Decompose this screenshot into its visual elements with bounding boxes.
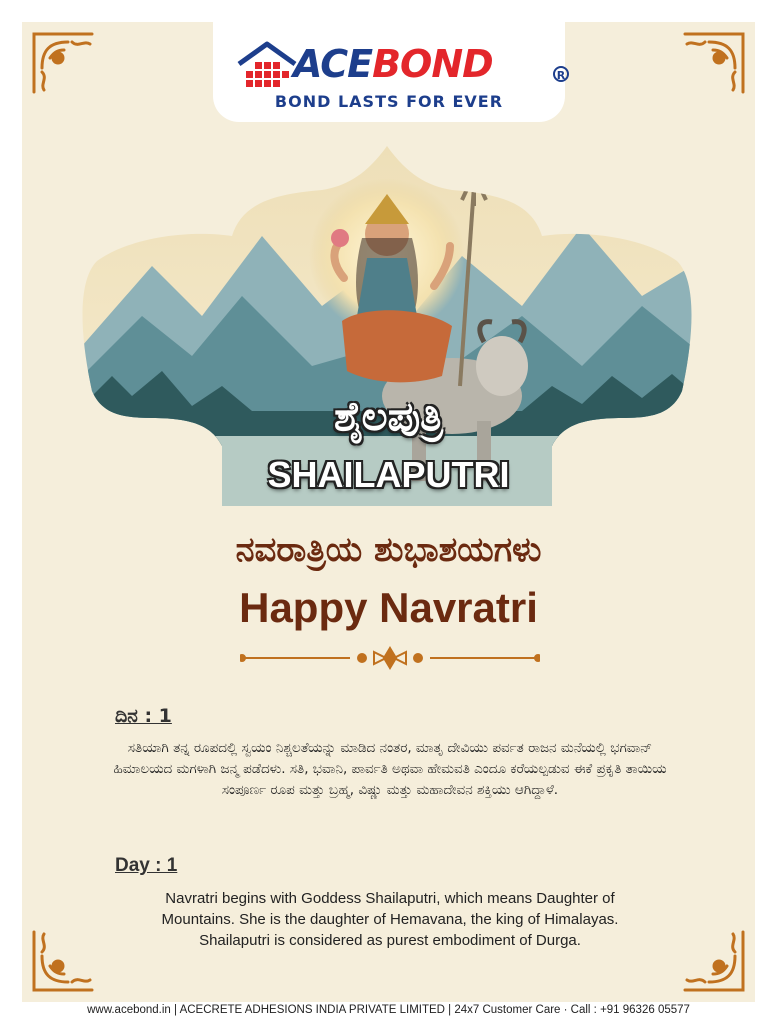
corner-ornament-bottom-left-icon (28, 926, 98, 996)
brand-logo (213, 22, 565, 122)
corner-ornament-top-left-icon (28, 28, 98, 98)
greeting-kannada: ನವರಾತ್ರಿಯ ಶುಭಾಶಯಗಳು (235, 530, 542, 570)
registered-mark: R (553, 66, 569, 82)
footer-contact: www.acebond.in | ACECRETE ADHESIONS INDIA PRIVATE LIMITED | 24x7 Customer Care · Call : +91 96326 05577 (87, 1004, 690, 1016)
greeting-english: Happy Navratri (239, 584, 538, 631)
corner-ornament-top-right-icon (679, 28, 749, 98)
day-heading-english: Day : 1 (115, 855, 178, 876)
description-english: Navratri begins with Goddess Shailaputri, which means Daughter of Mountains. She is the daughter of Hemavana, the king of Himalayas. Shailaputri is considered as purest embodiment of Durga. (161, 890, 619, 949)
hero-title-kannada: ಶೈಲಪುತ್ರಿ (333, 394, 444, 440)
poster (22, 22, 755, 1002)
brand-tagline: BOND LASTS FOR EVER (274, 92, 504, 111)
goddess-illustration (82, 146, 692, 506)
hero-title-english: SHAILAPUTRI (267, 454, 510, 495)
house-logo-icon (235, 40, 297, 88)
brand-name: ACEBOND (293, 42, 493, 86)
day-heading-kannada: ದಿನ : 1 (115, 705, 172, 727)
ornamental-divider-icon (240, 646, 540, 670)
description-kannada: ಸತಿಯಾಗಿ ತನ್ನ ರೂಪದಲ್ಲಿ ಸ್ವಯಂ ನಿಶ್ಚಲತೆಯನ್ನು ಮಾಡಿದ ನಂತರ, ಮಾತೃ ದೇವಿಯು ಪರ್ವತ ರಾಜನ ಮನೆಯಲ್ಲಿ ಭಗವಾನ್ ಹಿಮಾಲಯದ ಮಗಳಾಗಿ ಜನ್ಮ ಪಡೆದಳು. ಸತಿ, ಭವಾನಿ, ಪಾರ್ವತಿ ಅಥವಾ ಹೇಮವತಿ ಎಂದೂ ಕರೆಯಲ್ಪಡುವ ಈಕೆ ಪ್ರಕೃತಿ ತಾಯಿಯ ಸಂಪೂರ್ಣ ರೂಪ ಮತ್ತು ಬ್ರಹ್ಮ, ವಿಷ್ಣು ಮತ್ತು ಮಹಾದೇವನ ಶಕ್ತಿಯು ಆಗಿದ್ದಾಳೆ. (113, 740, 667, 798)
corner-ornament-bottom-right-icon (679, 926, 749, 996)
